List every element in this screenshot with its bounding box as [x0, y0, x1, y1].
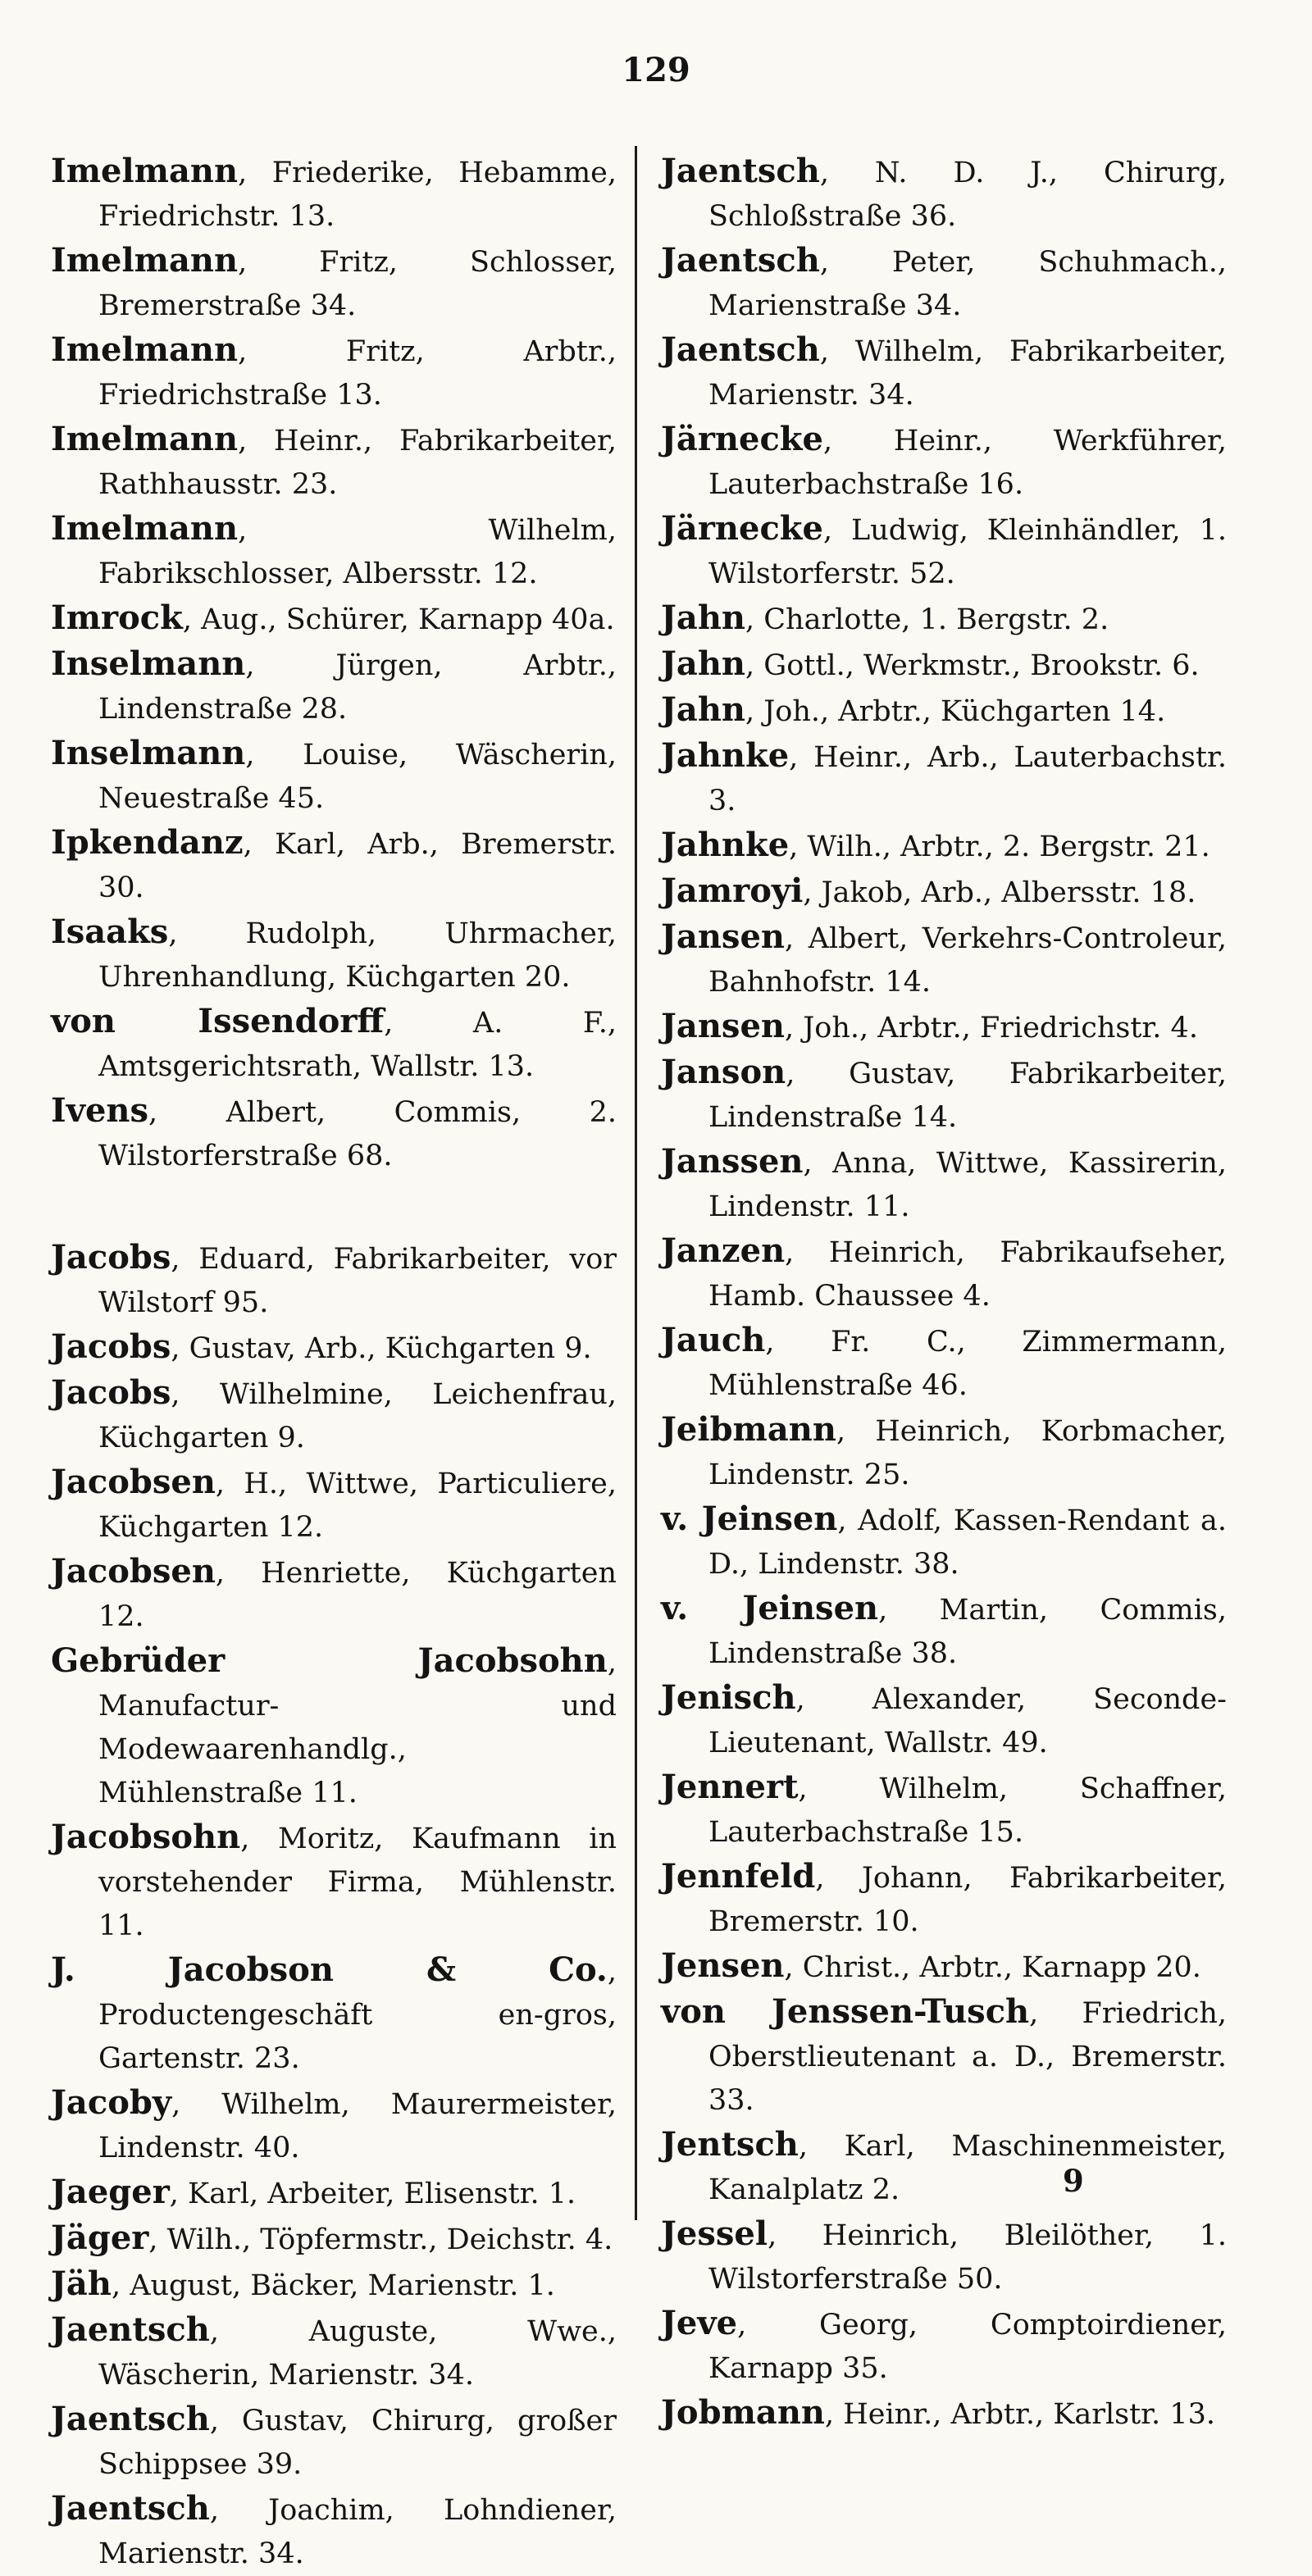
- directory-entry: [661, 507, 1227, 596]
- entry-surname: Janssen: [661, 1142, 804, 1181]
- directory-entry: [661, 1855, 1227, 1944]
- entry-details: , Wilhelm, Maurermeister, Lindenstr. 40.: [98, 2088, 617, 2164]
- entry-surname: Jaentsch: [51, 2400, 210, 2438]
- entry-surname: J. Jacobson & Co.: [51, 1950, 608, 1989]
- entry-details: , Anna, Wittwe, Kassirerin, Lindenstr. 11.: [708, 1147, 1227, 1223]
- page-number: 129: [622, 51, 690, 89]
- entry-details: , Albert, Verkehrs-Controleur, Bahnhofstr. 14.: [708, 922, 1227, 999]
- directory-entry: [661, 1990, 1227, 2123]
- entry-surname: Jaentsch: [661, 330, 820, 369]
- directory-entry: [661, 328, 1227, 417]
- directory-entry: [661, 915, 1227, 1004]
- directory-entry: [661, 2391, 1227, 2437]
- directory-entry: [661, 2212, 1227, 2301]
- entry-surname: Jaeger: [51, 2173, 170, 2211]
- entry-surname: Jäh: [51, 2264, 112, 2303]
- entry-surname: Jaentsch: [51, 2310, 210, 2349]
- entry-details: , Gustav, Chirurg, großer Schippsee 39.: [98, 2405, 617, 2481]
- entry-surname: Janzen: [661, 1231, 786, 1270]
- column-divider: [635, 146, 637, 2220]
- entry-surname: Jobmann: [661, 2393, 825, 2432]
- directory-entry: [661, 1140, 1227, 1229]
- entry-details: , Fritz, Arbtr., Friedrichstraße 13.: [98, 335, 617, 412]
- directory-entry: [51, 2262, 617, 2308]
- directory-entry: [51, 1948, 617, 2081]
- entry-details: , August, Bäcker, Marienstr. 1.: [111, 2269, 555, 2302]
- entry-surname: Jahnke: [661, 826, 790, 864]
- entry-surname: Jaentsch: [51, 2489, 210, 2528]
- entry-surname: Jaentsch: [661, 241, 820, 280]
- directory-entry: [51, 642, 617, 731]
- directory-entry: [51, 2487, 617, 2576]
- directory-entry: [661, 596, 1227, 642]
- entry-details: , Wilhelm, Schaffner, Lauterbachstraße 15.: [708, 1773, 1227, 1849]
- entry-surname: Jacobs: [51, 1373, 171, 1412]
- entry-surname: v. Jeinsen: [661, 1500, 838, 1538]
- directory-entry: [51, 507, 617, 596]
- entry-details: , Wilh., Arbtr., 2. Bergstr. 21.: [789, 831, 1210, 863]
- directory-entry: [51, 1815, 617, 1948]
- entry-details: , Karl, Arb., Bremerstr. 30.: [98, 828, 617, 904]
- directory-entry: [661, 1229, 1227, 1318]
- entry-details: , Louise, Wäscherin, Neuestraße 45.: [98, 739, 617, 815]
- directory-entry: [51, 1639, 617, 1815]
- entry-details: , Heinrich, Korbmacher, Lindenstr. 25.: [708, 1415, 1227, 1491]
- entry-details: , N. D. J., Chirurg, Schloßstraße 36.: [708, 157, 1227, 233]
- entry-details: , Georg, Comptoirdiener, Karnapp 35.: [708, 2309, 1227, 2385]
- entry-surname: Jennert: [661, 1768, 799, 1806]
- entry-details: , Gustav, Arb., Küchgarten 9.: [171, 1332, 592, 1365]
- entry-surname: von Jenssen-Tusch: [661, 1992, 1030, 2031]
- directory-entry: [51, 2081, 617, 2170]
- entry-surname: Jentsch: [661, 2125, 799, 2164]
- directory-entry: [661, 642, 1227, 688]
- directory-entry: [661, 1497, 1227, 1586]
- entry-surname: Janson: [661, 1053, 786, 1091]
- entry-details: , Gottl., Werkmstr., Brookstr. 6.: [745, 649, 1200, 682]
- entry-details: , Jakob, Arb., Albersstr. 18.: [803, 876, 1196, 909]
- entry-details: , Friedrich, Oberstlieutenant a. D., Bremerstr. 33.: [708, 1997, 1227, 2117]
- entry-surname: Jacobsen: [51, 1463, 216, 1501]
- entry-details: , Charlotte, 1. Bergstr. 2.: [745, 603, 1109, 636]
- entry-surname: Jacobs: [51, 1238, 171, 1277]
- entry-surname: Jacobsohn: [51, 1818, 241, 1856]
- left-column: [51, 149, 617, 2576]
- entry-surname: Jahn: [661, 598, 746, 637]
- directory-entry: [51, 1089, 617, 1178]
- directory-entry: [661, 823, 1227, 869]
- entry-details: , Auguste, Wwe., Wäscherin, Marienstr. 34.: [98, 2315, 617, 2392]
- directory-entry: [51, 417, 617, 507]
- directory-entry: [661, 417, 1227, 507]
- directory-entry: [51, 910, 617, 999]
- directory-entry: [661, 149, 1227, 239]
- directory-entry: [51, 821, 617, 910]
- directory-entry: [661, 1408, 1227, 1497]
- entry-details: , Wilh., Töpfermstr., Deichstr. 4.: [148, 2223, 613, 2256]
- entry-surname: Ipkendanz: [51, 823, 244, 862]
- entry-details: , Alexander, Seconde-Lieutenant, Wallstr. 49.: [708, 1683, 1227, 1759]
- entry-details: , Eduard, Fabrikarbeiter, vor Wilstorf 95.: [98, 1243, 617, 1319]
- entry-details: , Wilhelm, Fabrikarbeiter, Marienstr. 34.: [708, 335, 1227, 412]
- directory-entry: [51, 1460, 617, 1550]
- directory-entry: [51, 239, 617, 328]
- directory-entry: [661, 869, 1227, 915]
- directory-entry: [661, 2123, 1227, 2212]
- entry-details: , Heinr., Arb., Lauterbachstr. 3.: [708, 741, 1227, 817]
- directory-entry: [661, 239, 1227, 328]
- entry-details: , Christ., Arbtr., Karnapp 20.: [784, 1951, 1201, 1984]
- directory-entry: [51, 1325, 617, 1371]
- entry-surname: Jansen: [661, 917, 785, 956]
- entry-surname: Jacobsen: [51, 1552, 216, 1591]
- entry-surname: Imrock: [51, 598, 183, 637]
- entry-details: , Karl, Maschinenmeister, Kanalplatz 2.: [708, 2130, 1227, 2206]
- entry-surname: Jeibmann: [661, 1410, 836, 1449]
- entry-details: , Heinr., Werkführer, Lauterbachstraße 16.: [708, 425, 1227, 501]
- directory-entry: [51, 2216, 617, 2262]
- entry-surname: Jacoby: [51, 2083, 172, 2122]
- entry-details: , Henriette, Küchgarten 12.: [98, 1557, 617, 1633]
- entry-details: , Peter, Schuhmach., Marienstraße 34.: [708, 246, 1227, 322]
- entry-surname: Isaaks: [51, 913, 169, 951]
- directory-entry: [51, 731, 617, 821]
- directory-entry: [51, 2397, 617, 2487]
- directory-entry: [51, 999, 617, 1089]
- entry-surname: Jeve: [661, 2304, 738, 2342]
- entry-surname: Jamroyi: [661, 872, 804, 910]
- entry-details: , Manufactur- und Modewaarenhandlg., Mühlenstraße 11.: [98, 1646, 617, 1809]
- entry-surname: Jaentsch: [661, 152, 820, 190]
- entry-surname: v. Jeinsen: [661, 1589, 879, 1627]
- entry-details: , Gustav, Fabrikarbeiter, Lindenstraße 14.: [708, 1058, 1227, 1134]
- entry-surname: Jenisch: [661, 1678, 796, 1717]
- entry-surname: Ivens: [51, 1091, 149, 1130]
- entry-details: , Wilhelmine, Leichenfrau, Küchgarten 9.: [98, 1378, 617, 1454]
- entry-details: , Fritz, Schlosser, Bremerstraße 34.: [98, 246, 617, 322]
- directory-entry: [661, 1944, 1227, 1990]
- directory-entry: [51, 1236, 617, 1325]
- directory-entry: [51, 149, 617, 239]
- entry-surname: Imelmann: [51, 509, 239, 548]
- entry-details: , Heinr., Fabrikarbeiter, Rathhausstr. 23.: [98, 425, 617, 501]
- entry-details: , Karl, Arbeiter, Elisenstr. 1.: [169, 2178, 576, 2210]
- entry-details: , Martin, Commis, Lindenstraße 38.: [708, 1594, 1228, 1670]
- directory-entry: [51, 1550, 617, 1639]
- directory-entry: [51, 328, 617, 417]
- entry-details: , Albert, Commis, 2. Wilstorferstraße 68.: [98, 1096, 617, 1172]
- entry-details: , Adolf, Kassen-Rendant a. D., Lindenstr. 38.: [708, 1504, 1227, 1581]
- entry-surname: Imelmann: [51, 420, 239, 458]
- entry-surname: Imelmann: [51, 152, 239, 190]
- entry-surname: Imelmann: [51, 330, 239, 369]
- entry-details: , H., Wittwe, Particuliere, Küchgarten 12.: [98, 1468, 617, 1544]
- signature-mark: 9: [1063, 2163, 1084, 2199]
- section-gap: [51, 1178, 617, 1236]
- entry-surname: Jacobs: [51, 1327, 171, 1366]
- entry-details: , Fr. C., Zimmermann, Mühlenstraße 46.: [708, 1326, 1227, 1402]
- entry-surname: Järnecke: [661, 420, 823, 458]
- directory-entry: [51, 2308, 617, 2397]
- directory-entry: [661, 1676, 1227, 1765]
- entry-details: , Heinr., Arbtr., Karlstr. 13.: [824, 2398, 1215, 2431]
- entry-surname: Imelmann: [51, 241, 239, 280]
- entry-surname: Jauch: [661, 1321, 766, 1359]
- entry-details: , Heinrich, Bleilöther, 1. Wilstorferstraße 50.: [708, 2219, 1227, 2296]
- right-column: [661, 149, 1227, 2437]
- directory-entry: [661, 734, 1227, 823]
- entry-surname: Gebrüder Jacobsohn: [51, 1641, 608, 1680]
- entry-details: , Ludwig, Kleinhändler, 1. Wilstorferstr. 52.: [708, 514, 1227, 590]
- entry-details: , Joh., Arbtr., Küchgarten 14.: [745, 695, 1166, 728]
- entry-details: , Productengeschäft en-gros, Gartenstr. 23.: [98, 1955, 617, 2075]
- directory-entry: [661, 688, 1227, 734]
- entry-surname: Jahnke: [661, 736, 790, 775]
- entry-surname: Jessel: [661, 2214, 768, 2253]
- entry-surname: Järnecke: [661, 509, 823, 548]
- entry-surname: Jäger: [51, 2219, 149, 2257]
- entry-details: , Rudolph, Uhrmacher, Uhrenhandlung, Küchgarten 20.: [98, 917, 617, 994]
- directory-entry: [51, 1371, 617, 1460]
- entry-details: , Jürgen, Arbtr., Lindenstraße 28.: [98, 649, 617, 726]
- entry-details: , Friederike, Hebamme, Friedrichstr. 13.: [98, 157, 617, 233]
- entry-details: , Aug., Schürer, Karnapp 40a.: [182, 603, 615, 636]
- directory-entry: [51, 2170, 617, 2216]
- entry-surname: Jahn: [661, 690, 746, 729]
- entry-details: , Johann, Fabrikarbeiter, Bremerstr. 10.: [708, 1862, 1227, 1938]
- entry-surname: Jansen: [661, 1007, 785, 1045]
- directory-entry: [661, 2301, 1227, 2391]
- directory-entry: [661, 1318, 1227, 1408]
- directory-entry: [661, 1765, 1227, 1855]
- entry-surname: Inselmann: [51, 644, 246, 683]
- entry-details: , Wilhelm, Fabrikschlosser, Albersstr. 12.: [98, 514, 617, 590]
- entry-details: , Moritz, Kaufmann in vorstehender Firma, Mühlenstr. 11.: [98, 1823, 617, 1942]
- directory-entry: [661, 1586, 1227, 1676]
- directory-entry: [661, 1050, 1227, 1140]
- directory-entry: [661, 1004, 1227, 1050]
- entry-surname: Jahn: [661, 644, 746, 683]
- entry-details: , Heinrich, Fabrikaufseher, Hamb. Chaussee 4.: [708, 1236, 1227, 1313]
- entry-details: , Joachim, Lohndiener, Marienstr. 34.: [98, 2494, 617, 2570]
- entry-surname: von Issendorff: [51, 1002, 385, 1040]
- entry-surname: Inselmann: [51, 734, 246, 772]
- entry-details: , A. F., Amtsgerichtsrath, Wallstr. 13.: [98, 1007, 617, 1083]
- directory-entry: [51, 596, 617, 642]
- entry-details: , Joh., Arbtr., Friedrichstr. 4.: [784, 1012, 1198, 1045]
- entry-surname: Jennfeld: [661, 1857, 816, 1896]
- entry-surname: Jensen: [661, 1946, 785, 1985]
